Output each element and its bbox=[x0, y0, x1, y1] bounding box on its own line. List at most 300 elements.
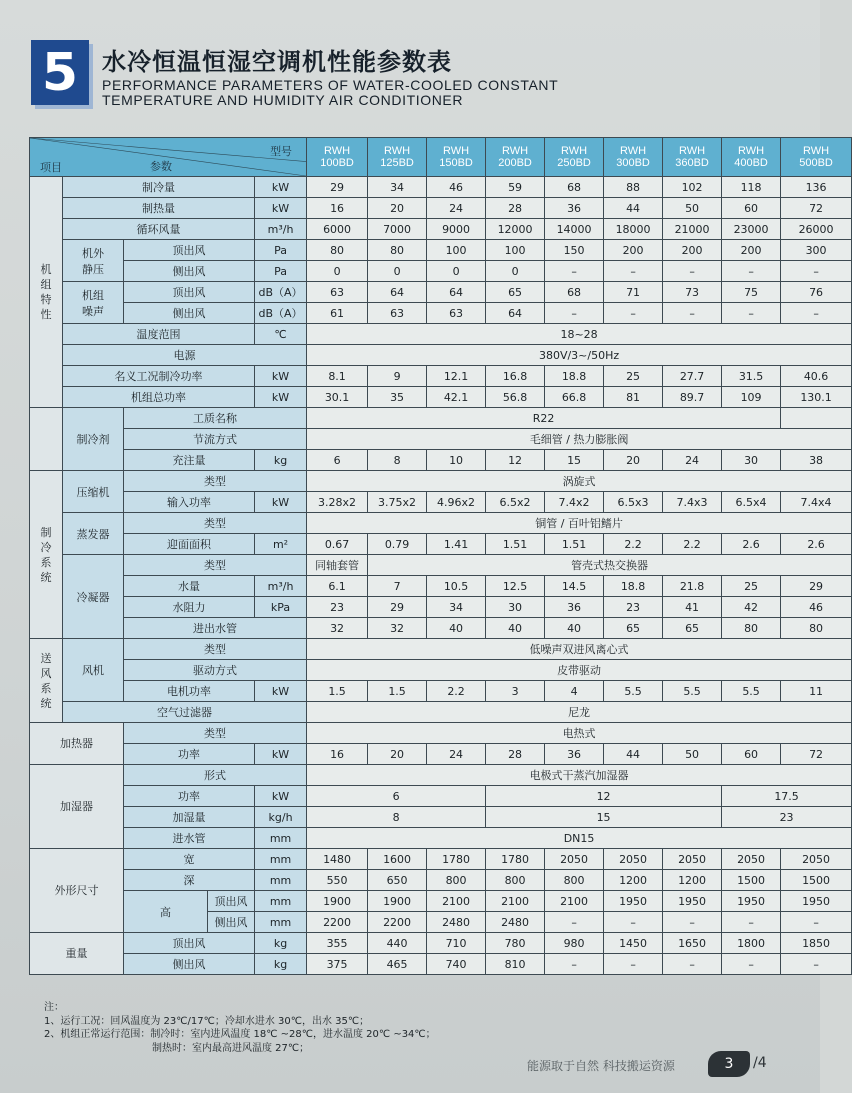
value-cell: – bbox=[604, 261, 663, 282]
model-header: RWH 300BD bbox=[604, 138, 663, 177]
value-cell: 14.5 bbox=[545, 576, 604, 597]
notes-title: 注： bbox=[44, 1002, 64, 1013]
value-cell: 6.5x4 bbox=[722, 492, 781, 513]
value-cell: 16 bbox=[307, 744, 368, 765]
value-cell: 2200 bbox=[368, 912, 427, 933]
value-cell: 63 bbox=[368, 303, 427, 324]
value-cell: 2480 bbox=[427, 912, 486, 933]
value-cell: 6.5x3 bbox=[604, 492, 663, 513]
value-cell: 32 bbox=[307, 618, 368, 639]
unit-cell: kg bbox=[255, 450, 307, 471]
section-number-badge: 5 bbox=[31, 40, 89, 105]
value-cell: 6.1 bbox=[307, 576, 368, 597]
header-item-label: 项目 bbox=[40, 161, 62, 174]
value-cell: 18.8 bbox=[545, 366, 604, 387]
value-cell: 6000 bbox=[307, 219, 368, 240]
value-cell: 2.2 bbox=[427, 681, 486, 702]
group-evaporator: 蒸发器 bbox=[63, 513, 124, 555]
row-label: 名义工况制冷功率 bbox=[63, 366, 255, 387]
value-cell: – bbox=[722, 261, 781, 282]
value-cell: 200 bbox=[604, 240, 663, 261]
value-cell: 100 bbox=[486, 240, 545, 261]
value-cell: 465 bbox=[368, 954, 427, 975]
row-label: 工质名称 bbox=[124, 408, 307, 429]
span-value: 低噪声双进风离心式 bbox=[307, 639, 852, 660]
table-row bbox=[30, 702, 852, 723]
row-label: 顶出风 bbox=[124, 282, 255, 303]
section-refrig: 制 冷 系 统 bbox=[30, 471, 63, 639]
row-label: 空气过滤器 bbox=[63, 702, 307, 723]
value-cell: – bbox=[781, 954, 852, 975]
value-cell: 2050 bbox=[663, 849, 722, 870]
value-cell: 780 bbox=[486, 933, 545, 954]
value-cell: 18000 bbox=[604, 219, 663, 240]
unit-cell: kg/h bbox=[255, 807, 307, 828]
value-cell: 36 bbox=[545, 744, 604, 765]
value-cell: 18.8 bbox=[604, 576, 663, 597]
value-cell: 34 bbox=[368, 177, 427, 198]
table-row bbox=[30, 450, 852, 471]
notes bbox=[44, 1001, 436, 1055]
row-label: 制热量 bbox=[63, 198, 255, 219]
span-value: 17.5 bbox=[722, 786, 852, 807]
value-cell: 25 bbox=[722, 576, 781, 597]
note-3: 制热时：室内最高进风温度 27℃； bbox=[152, 1042, 310, 1054]
value-cell: 0.79 bbox=[368, 534, 427, 555]
unit-cell: Pa bbox=[255, 261, 307, 282]
unit-cell: mm bbox=[255, 870, 307, 891]
table-row bbox=[30, 534, 852, 555]
value-cell: 1600 bbox=[368, 849, 427, 870]
value-cell: 2.6 bbox=[781, 534, 852, 555]
value-cell: 68 bbox=[545, 282, 604, 303]
span-value: R22 bbox=[307, 408, 781, 429]
value-cell: 2050 bbox=[722, 849, 781, 870]
value-cell: 20 bbox=[368, 198, 427, 219]
value-cell: 7.4x3 bbox=[663, 492, 722, 513]
unit-cell: mm bbox=[255, 891, 307, 912]
value-cell: 375 bbox=[307, 954, 368, 975]
model-header: RWH 500BD bbox=[781, 138, 852, 177]
table-row bbox=[30, 387, 852, 408]
value-cell: 80 bbox=[307, 240, 368, 261]
unit-cell: mm bbox=[255, 828, 307, 849]
value-cell: 76 bbox=[781, 282, 852, 303]
span-value: 电热式 bbox=[307, 723, 852, 744]
value-cell: 80 bbox=[781, 618, 852, 639]
row-label: 充注量 bbox=[124, 450, 255, 471]
value-cell: 1650 bbox=[663, 933, 722, 954]
value-cell: – bbox=[663, 912, 722, 933]
value-cell: 80 bbox=[368, 240, 427, 261]
group-condenser: 冷凝器 bbox=[63, 555, 124, 639]
span-value: 18~28 bbox=[307, 324, 852, 345]
table-row bbox=[30, 345, 852, 366]
table-row bbox=[30, 597, 852, 618]
table-row bbox=[30, 282, 852, 303]
table-row bbox=[30, 408, 852, 429]
value-cell: 5.5 bbox=[722, 681, 781, 702]
table-row bbox=[30, 492, 852, 513]
table-row bbox=[30, 177, 852, 198]
value-cell: 550 bbox=[307, 870, 368, 891]
value-cell: 300 bbox=[781, 240, 852, 261]
value-cell: 3.75x2 bbox=[368, 492, 427, 513]
row-label: 侧出风 bbox=[124, 303, 255, 324]
value-cell: 1.41 bbox=[427, 534, 486, 555]
value-cell: 1950 bbox=[604, 891, 663, 912]
unit-cell: kg bbox=[255, 954, 307, 975]
group-refrigerant: 制冷剂 bbox=[63, 408, 124, 471]
table-row bbox=[30, 639, 852, 660]
table-row bbox=[30, 471, 852, 492]
value-cell: 6 bbox=[307, 450, 368, 471]
row-label: 加湿量 bbox=[124, 807, 255, 828]
row-label: 水量 bbox=[124, 576, 255, 597]
value-cell: 12.1 bbox=[427, 366, 486, 387]
value-cell: 800 bbox=[427, 870, 486, 891]
value-cell: 1950 bbox=[663, 891, 722, 912]
value-cell: 2100 bbox=[427, 891, 486, 912]
value-cell: 1.51 bbox=[545, 534, 604, 555]
value-cell: 63 bbox=[427, 303, 486, 324]
value-cell: 29 bbox=[781, 576, 852, 597]
value-cell: 24 bbox=[427, 744, 486, 765]
value-cell: 1.51 bbox=[486, 534, 545, 555]
value-cell: 25 bbox=[604, 366, 663, 387]
value-cell: 12.5 bbox=[486, 576, 545, 597]
group-ext-static: 机外 静压 bbox=[63, 240, 124, 282]
table-row bbox=[30, 807, 852, 828]
unit-cell: kW bbox=[255, 786, 307, 807]
span-value: 380V/3~/50Hz bbox=[307, 345, 852, 366]
value-cell: 102 bbox=[663, 177, 722, 198]
unit-cell: kW bbox=[255, 744, 307, 765]
value-cell: 68 bbox=[545, 177, 604, 198]
unit-cell: kW bbox=[255, 681, 307, 702]
value-cell: 66.8 bbox=[545, 387, 604, 408]
table-row bbox=[30, 954, 852, 975]
unit-cell: kPa bbox=[255, 597, 307, 618]
span-value: 电极式干蒸汽加湿器 bbox=[307, 765, 852, 786]
table-row bbox=[30, 849, 852, 870]
value-cell: 1500 bbox=[722, 870, 781, 891]
table-row bbox=[30, 870, 852, 891]
row-label: 机组总功率 bbox=[63, 387, 255, 408]
value-cell: 14000 bbox=[545, 219, 604, 240]
span-value: 尼龙 bbox=[307, 702, 852, 723]
page-title: 水冷恒温恒湿空调机性能参数表 bbox=[102, 48, 452, 76]
value-cell: 2050 bbox=[604, 849, 663, 870]
value-cell: 1.5 bbox=[307, 681, 368, 702]
group-height: 高 bbox=[124, 891, 208, 933]
section-heater: 加热器 bbox=[30, 723, 124, 765]
note-2: 2、机组正常运行范围：制冷时：室内进风温度 18℃ ~28℃，进水温度 20℃ ~34℃； bbox=[44, 1029, 436, 1040]
table-row bbox=[30, 786, 852, 807]
row-label: 类型 bbox=[124, 723, 307, 744]
section-air: 送 风 系 统 bbox=[30, 639, 63, 723]
value-cell: 81 bbox=[604, 387, 663, 408]
section-unit: 机 组 特 性 bbox=[30, 177, 63, 408]
value-cell: 71 bbox=[604, 282, 663, 303]
value-cell: 7.4x2 bbox=[545, 492, 604, 513]
row-label: 顶出风 bbox=[124, 933, 255, 954]
unit-cell: dB（A） bbox=[255, 282, 307, 303]
value-cell: 2100 bbox=[486, 891, 545, 912]
value-cell: – bbox=[722, 303, 781, 324]
row-label: 顶出风 bbox=[208, 891, 255, 912]
table-row bbox=[30, 555, 852, 576]
row-label: 循环风量 bbox=[63, 219, 255, 240]
page-total: /4 bbox=[753, 1055, 767, 1071]
unit-cell: kW bbox=[255, 366, 307, 387]
row-label: 功率 bbox=[124, 786, 255, 807]
value-cell: 3 bbox=[486, 681, 545, 702]
table-row bbox=[30, 261, 852, 282]
value-cell: 11 bbox=[781, 681, 852, 702]
model-header: RWH 250BD bbox=[545, 138, 604, 177]
table-row bbox=[30, 324, 852, 345]
value-cell: 30 bbox=[722, 450, 781, 471]
value-cell: 150 bbox=[545, 240, 604, 261]
value-cell: – bbox=[604, 954, 663, 975]
value-cell: 980 bbox=[545, 933, 604, 954]
row-label: 侧出风 bbox=[124, 261, 255, 282]
span-value: 铜管 / 百叶铝鳍片 bbox=[307, 513, 852, 534]
header-corner bbox=[30, 138, 307, 177]
row-label: 进出水管 bbox=[124, 618, 307, 639]
table-row bbox=[30, 240, 852, 261]
header-param-label: 参数 bbox=[150, 160, 172, 173]
value-cell: – bbox=[545, 303, 604, 324]
table-row bbox=[30, 219, 852, 240]
value-cell: 7 bbox=[368, 576, 427, 597]
value-cell: 46 bbox=[427, 177, 486, 198]
unit-cell: kW bbox=[255, 198, 307, 219]
row-label: 驱动方式 bbox=[124, 660, 307, 681]
value-cell: 0 bbox=[368, 261, 427, 282]
value-cell: 31.5 bbox=[722, 366, 781, 387]
value-cell: 23 bbox=[604, 597, 663, 618]
value-cell: 1450 bbox=[604, 933, 663, 954]
row-label: 电源 bbox=[63, 345, 307, 366]
span-value: 皮带驱动 bbox=[307, 660, 852, 681]
table-row bbox=[30, 765, 852, 786]
value-cell: 72 bbox=[781, 198, 852, 219]
value-cell: 7.4x4 bbox=[781, 492, 852, 513]
value-cell: 23000 bbox=[722, 219, 781, 240]
value-cell: 40 bbox=[427, 618, 486, 639]
value-cell: 1950 bbox=[722, 891, 781, 912]
section-humid: 加湿器 bbox=[30, 765, 124, 849]
value-cell: – bbox=[781, 912, 852, 933]
model-header: RWH 150BD bbox=[427, 138, 486, 177]
value-cell: 6.5x2 bbox=[486, 492, 545, 513]
table-row bbox=[30, 366, 852, 387]
value-cell: – bbox=[663, 303, 722, 324]
value-cell: 740 bbox=[427, 954, 486, 975]
row-label: 水阻力 bbox=[124, 597, 255, 618]
value-cell: 0 bbox=[486, 261, 545, 282]
value-cell: 44 bbox=[604, 198, 663, 219]
value-cell: 1900 bbox=[368, 891, 427, 912]
value-cell: 2.2 bbox=[604, 534, 663, 555]
table-row bbox=[30, 618, 852, 639]
unit-cell: mm bbox=[255, 912, 307, 933]
value-cell: 0.67 bbox=[307, 534, 368, 555]
value-cell: 63 bbox=[307, 282, 368, 303]
table-row bbox=[30, 744, 852, 765]
value-cell: 44 bbox=[604, 744, 663, 765]
subtitle-line-1: PERFORMANCE PARAMETERS OF WATER-COOLED CONSTANT bbox=[102, 77, 559, 93]
value-cell: 0 bbox=[307, 261, 368, 282]
value-cell: 75 bbox=[722, 282, 781, 303]
value-cell: 8 bbox=[368, 450, 427, 471]
value-cell: 0 bbox=[427, 261, 486, 282]
value-cell: 8.1 bbox=[307, 366, 368, 387]
row-label: 输入功率 bbox=[124, 492, 255, 513]
value-cell: 4.96x2 bbox=[427, 492, 486, 513]
value-cell: 36 bbox=[545, 597, 604, 618]
model-header: RWH 125BD bbox=[368, 138, 427, 177]
table-row bbox=[30, 660, 852, 681]
value-cell: 3.28x2 bbox=[307, 492, 368, 513]
model-header: RWH 200BD bbox=[486, 138, 545, 177]
value-cell: 1780 bbox=[486, 849, 545, 870]
value-cell: 800 bbox=[486, 870, 545, 891]
span-value: 8 bbox=[307, 807, 486, 828]
value-cell: 2480 bbox=[486, 912, 545, 933]
value-cell: 109 bbox=[722, 387, 781, 408]
value-cell: 800 bbox=[545, 870, 604, 891]
value-cell: – bbox=[663, 261, 722, 282]
value-cell: – bbox=[781, 303, 852, 324]
span-value: DN15 bbox=[307, 828, 852, 849]
value-cell: 12 bbox=[486, 450, 545, 471]
value-cell: 41 bbox=[663, 597, 722, 618]
value-cell: – bbox=[722, 954, 781, 975]
model-header: RWH 100BD bbox=[307, 138, 368, 177]
value-cell: 29 bbox=[368, 597, 427, 618]
value-cell: 64 bbox=[427, 282, 486, 303]
value-cell: 5.5 bbox=[663, 681, 722, 702]
value-cell: 1950 bbox=[781, 891, 852, 912]
row-label: 类型 bbox=[124, 513, 307, 534]
span-value: 23 bbox=[722, 807, 852, 828]
value-cell: 1800 bbox=[722, 933, 781, 954]
row-label: 节流方式 bbox=[124, 429, 307, 450]
value-cell: – bbox=[545, 954, 604, 975]
value-cell: 35 bbox=[368, 387, 427, 408]
row-label: 顶出风 bbox=[124, 240, 255, 261]
value-cell: 40.6 bbox=[781, 366, 852, 387]
unit-cell: m³/h bbox=[255, 576, 307, 597]
span-value: 12 bbox=[486, 786, 722, 807]
row-label: 进水管 bbox=[124, 828, 255, 849]
model-header: RWH 360BD bbox=[663, 138, 722, 177]
value-cell: 20 bbox=[604, 450, 663, 471]
value-cell: 50 bbox=[663, 744, 722, 765]
value-cell: 64 bbox=[368, 282, 427, 303]
table-row bbox=[30, 429, 852, 450]
value-cell: 28 bbox=[486, 744, 545, 765]
row-label: 深 bbox=[124, 870, 255, 891]
group-fan: 风机 bbox=[63, 639, 124, 702]
row-label: 类型 bbox=[124, 555, 307, 576]
value-cell: 100 bbox=[427, 240, 486, 261]
value-cell: 46 bbox=[781, 597, 852, 618]
value-cell: 59 bbox=[486, 177, 545, 198]
row-label: 温度范围 bbox=[63, 324, 255, 345]
value-cell: 60 bbox=[722, 198, 781, 219]
row-label: 侧出风 bbox=[208, 912, 255, 933]
value-cell: 42.1 bbox=[427, 387, 486, 408]
value-cell: 16.8 bbox=[486, 366, 545, 387]
value-cell: 89.7 bbox=[663, 387, 722, 408]
value-cell: 710 bbox=[427, 933, 486, 954]
row-label: 宽 bbox=[124, 849, 255, 870]
unit-cell: kg bbox=[255, 933, 307, 954]
unit-cell: kW bbox=[255, 177, 307, 198]
span-value: 涡旋式 bbox=[307, 471, 852, 492]
table-row bbox=[30, 828, 852, 849]
unit-cell: Pa bbox=[255, 240, 307, 261]
value-cell: 2050 bbox=[545, 849, 604, 870]
table-row bbox=[30, 891, 852, 912]
value-cell: 200 bbox=[722, 240, 781, 261]
value-cell: 15 bbox=[545, 450, 604, 471]
value-cell: 2.2 bbox=[663, 534, 722, 555]
unit-cell: kW bbox=[255, 492, 307, 513]
value-cell bbox=[781, 408, 852, 429]
value-cell: 1850 bbox=[781, 933, 852, 954]
value-cell: 30.1 bbox=[307, 387, 368, 408]
section-blank bbox=[30, 408, 63, 471]
value-cell: 60 bbox=[722, 744, 781, 765]
value-cell: 32 bbox=[368, 618, 427, 639]
row-label: 类型 bbox=[124, 471, 307, 492]
value-cell: 27.7 bbox=[663, 366, 722, 387]
row-label: 形式 bbox=[124, 765, 307, 786]
row-label: 侧出风 bbox=[124, 954, 255, 975]
page-number: 3 bbox=[708, 1051, 750, 1077]
span-value: 6 bbox=[307, 786, 486, 807]
value-cell: – bbox=[663, 954, 722, 975]
value-cell: 21000 bbox=[663, 219, 722, 240]
value-cell: 40 bbox=[545, 618, 604, 639]
group-noise: 机组 噪声 bbox=[63, 282, 124, 324]
value-cell: 65 bbox=[486, 282, 545, 303]
value-cell: 1780 bbox=[427, 849, 486, 870]
value-cell: 1.5 bbox=[368, 681, 427, 702]
value-cell: 50 bbox=[663, 198, 722, 219]
value-cell: – bbox=[545, 912, 604, 933]
value-cell: 24 bbox=[427, 198, 486, 219]
value-cell: 1900 bbox=[307, 891, 368, 912]
value-cell: 16 bbox=[307, 198, 368, 219]
value-cell: 72 bbox=[781, 744, 852, 765]
row-label: 制冷量 bbox=[63, 177, 255, 198]
value-cell: 80 bbox=[722, 618, 781, 639]
table-row bbox=[30, 681, 852, 702]
value-cell: 9 bbox=[368, 366, 427, 387]
section-dims: 外形尺寸 bbox=[30, 849, 124, 933]
value-cell: 2050 bbox=[781, 849, 852, 870]
value-cell: 88 bbox=[604, 177, 663, 198]
span-value: 15 bbox=[486, 807, 722, 828]
value-cell: 64 bbox=[486, 303, 545, 324]
value-cell: 2100 bbox=[545, 891, 604, 912]
